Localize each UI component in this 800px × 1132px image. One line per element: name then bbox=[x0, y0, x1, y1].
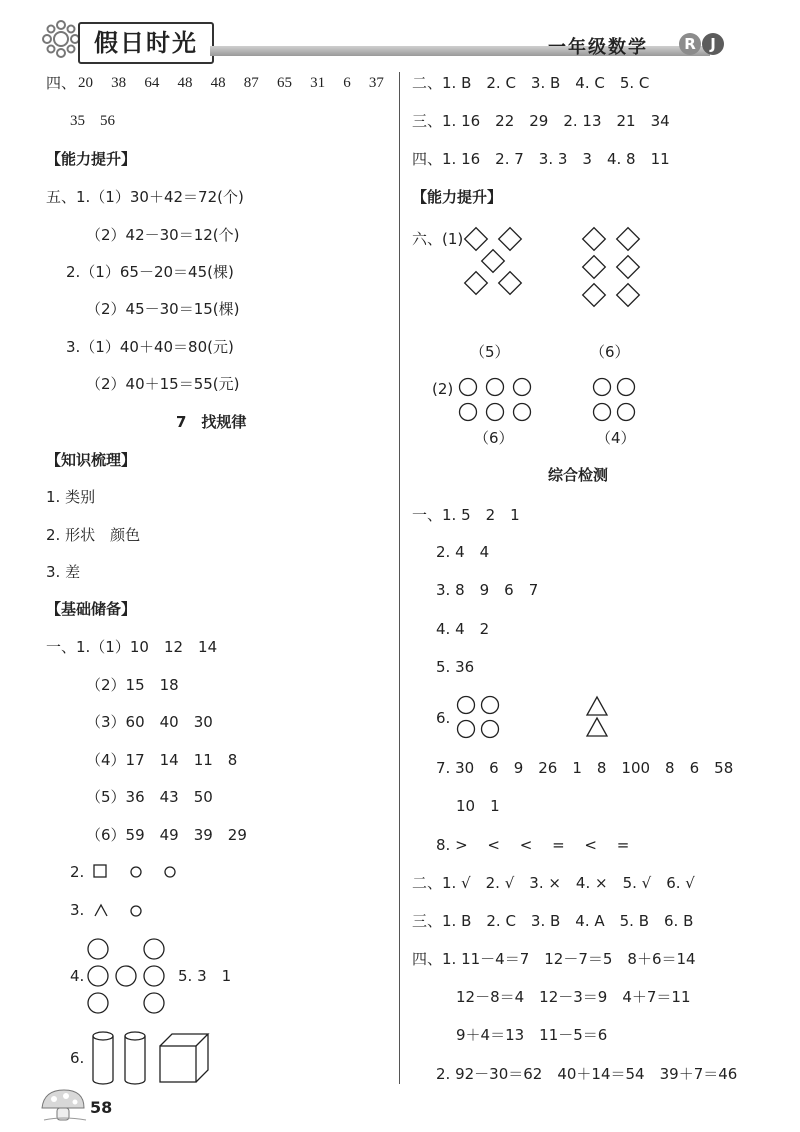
section-heading: 【能力提升】 bbox=[46, 150, 137, 168]
question-label: 2. bbox=[70, 863, 85, 881]
section-heading: 【能力提升】 bbox=[412, 188, 503, 206]
circle-icon bbox=[487, 404, 504, 421]
answer-line: （2）15 18 bbox=[86, 676, 179, 694]
circle-pattern bbox=[458, 376, 538, 424]
answer-line: 五、1.（1）30＋42＝72(个) bbox=[46, 188, 244, 206]
section-title: 7 找规律 bbox=[176, 413, 247, 431]
answer-line: 一、1.（1）10 12 14 bbox=[46, 638, 218, 656]
diamond-icon bbox=[617, 284, 640, 307]
answer-line: 二、1. B 2. C 3. B 4. C 5. C bbox=[412, 74, 650, 92]
diamond-icon bbox=[465, 228, 488, 251]
circle-pattern bbox=[86, 937, 168, 1015]
answer-line: （2）40＋15＝55(元) bbox=[86, 375, 240, 393]
answer-count: （5） bbox=[470, 343, 510, 361]
question-label: (2) bbox=[432, 380, 454, 398]
answer-si-row bbox=[78, 73, 384, 93]
circle-icon bbox=[618, 404, 635, 421]
answer-si-prefix: 四、 bbox=[46, 74, 77, 92]
question-label: 六、(1) bbox=[412, 230, 464, 248]
answer-line: 7. 30 6 9 26 1 8 100 8 6 58 bbox=[436, 759, 734, 777]
circle-icon bbox=[144, 993, 164, 1013]
answer-line: （3）60 40 30 bbox=[86, 713, 213, 731]
diamond-icon bbox=[465, 272, 488, 295]
triangle-icon bbox=[587, 697, 607, 715]
cylinder-icon bbox=[125, 1032, 145, 1084]
answer-count: （6） bbox=[590, 343, 630, 361]
value: 48 bbox=[210, 75, 226, 91]
edition-badge-r: R bbox=[679, 33, 701, 55]
gear-flower-icon bbox=[40, 18, 82, 60]
cylinder-icon bbox=[93, 1032, 113, 1084]
circle-icon bbox=[594, 379, 611, 396]
answer-line: 35 56 bbox=[70, 113, 116, 129]
shape-sequence bbox=[92, 863, 192, 881]
value: 6 bbox=[343, 75, 351, 91]
circle-icon bbox=[88, 939, 108, 959]
answer-count: （4） bbox=[596, 429, 636, 447]
answer-line: 8. > < < = < = bbox=[436, 836, 630, 854]
answer-line: 2.（1）65－20＝45(棵) bbox=[66, 263, 234, 281]
diamond-icon bbox=[482, 250, 505, 273]
answer-line: 二、1. √ 2. √ 3. × 4. × 5. √ 6. √ bbox=[412, 874, 695, 892]
answer-line: 10 1 bbox=[456, 797, 500, 815]
circle-icon bbox=[88, 966, 108, 986]
triangle-pattern bbox=[584, 694, 614, 738]
value: 64 bbox=[144, 75, 160, 91]
question-label: 6. bbox=[70, 1049, 85, 1067]
answer-line: 5. 36 bbox=[436, 658, 475, 676]
page-number: 58 bbox=[90, 1098, 113, 1117]
value: 20 bbox=[78, 75, 93, 91]
subject-label: 一年级数学 bbox=[548, 37, 648, 58]
value: 37 bbox=[368, 75, 384, 91]
cube-icon bbox=[160, 1034, 208, 1082]
value: 87 bbox=[243, 75, 259, 91]
mushroom-icon bbox=[38, 1086, 88, 1122]
column-divider bbox=[399, 72, 400, 1084]
section-heading: 【知识梳理】 bbox=[46, 451, 137, 469]
answer-line: 9＋4＝13 11－5＝6 bbox=[456, 1026, 608, 1044]
question-label: 3. bbox=[70, 901, 85, 919]
circle-icon bbox=[460, 404, 477, 421]
circle-icon bbox=[514, 379, 531, 396]
value: 65 bbox=[276, 75, 292, 91]
circle-icon bbox=[458, 697, 475, 714]
answer-line: 一、1. 5 2 1 bbox=[412, 506, 520, 524]
shape-sequence bbox=[92, 902, 152, 920]
circle-pattern bbox=[456, 694, 504, 742]
answer-line: 2. 92－30＝62 40＋14＝54 39＋7＝46 bbox=[436, 1065, 738, 1083]
answer-line: （5）36 43 50 bbox=[86, 788, 213, 806]
diamond-pattern bbox=[462, 225, 532, 300]
answer-line: 3. 差 bbox=[46, 563, 81, 581]
diamond-icon bbox=[583, 284, 606, 307]
circle-icon bbox=[144, 939, 164, 959]
value: 38 bbox=[111, 75, 127, 91]
circle-icon bbox=[460, 379, 477, 396]
value: 31 bbox=[310, 75, 326, 91]
triangle-icon bbox=[587, 718, 607, 736]
section-title: 综合检测 bbox=[548, 466, 609, 484]
circle-icon bbox=[88, 993, 108, 1013]
question-label: 4. bbox=[70, 967, 85, 985]
circle-icon bbox=[144, 966, 164, 986]
circle-icon bbox=[487, 379, 504, 396]
solid-shapes bbox=[90, 1030, 216, 1086]
circle-icon bbox=[618, 379, 635, 396]
edition-badge-j: J bbox=[702, 33, 724, 55]
answer-line: （2）42－30＝12(个) bbox=[86, 226, 240, 244]
circle-icon bbox=[131, 906, 141, 916]
question-label: 6. bbox=[436, 709, 451, 727]
answer-line: 四、1. 16 2. 7 3. 3 3 4. 8 11 bbox=[412, 150, 670, 168]
diamond-icon bbox=[617, 256, 640, 279]
diamond-icon bbox=[583, 256, 606, 279]
answer-line: （6）59 49 39 29 bbox=[86, 826, 247, 844]
value: 48 bbox=[177, 75, 193, 91]
diamond-icon bbox=[617, 228, 640, 251]
circle-icon bbox=[482, 697, 499, 714]
circle-icon bbox=[594, 404, 611, 421]
circle-icon bbox=[482, 721, 499, 738]
answer-line: 4. 4 2 bbox=[436, 620, 490, 638]
diamond-icon bbox=[583, 228, 606, 251]
answer-line: 3. 8 9 6 7 bbox=[436, 581, 539, 599]
diamond-pattern bbox=[580, 225, 650, 317]
answer-line: 12－8＝4 12－3＝9 4＋7＝11 bbox=[456, 988, 691, 1006]
answer-count: （6） bbox=[474, 429, 514, 447]
answer-line: 2. 形状 颜色 bbox=[46, 526, 141, 544]
answer-line: 1. 类别 bbox=[46, 488, 96, 506]
triangle-icon bbox=[95, 905, 107, 916]
page-title: 假日时光 bbox=[78, 22, 214, 64]
square-icon bbox=[94, 865, 106, 877]
diamond-icon bbox=[499, 228, 522, 251]
circle-pattern bbox=[592, 376, 642, 424]
answer-line: 3.（1）40＋40＝80(元) bbox=[66, 338, 234, 356]
circle-icon bbox=[131, 867, 141, 877]
answer-line: 四、1. 11－4＝7 12－7＝5 8＋6＝14 bbox=[412, 950, 696, 968]
circle-icon bbox=[514, 404, 531, 421]
answer-line: （2）45－30＝15(棵) bbox=[86, 300, 240, 318]
answer-line: （4）17 14 11 8 bbox=[86, 751, 238, 769]
answer-line: 2. 4 4 bbox=[436, 543, 490, 561]
answer-line: 三、1. 16 22 29 2. 13 21 34 bbox=[412, 112, 670, 130]
circle-icon bbox=[116, 966, 136, 986]
circle-icon bbox=[458, 721, 475, 738]
answer-line: 三、1. B 2. C 3. B 4. A 5. B 6. B bbox=[412, 912, 694, 930]
diamond-icon bbox=[499, 272, 522, 295]
answer-line: 5. 3 1 bbox=[178, 967, 232, 985]
circle-icon bbox=[165, 867, 175, 877]
section-heading: 【基础储备】 bbox=[46, 600, 137, 618]
